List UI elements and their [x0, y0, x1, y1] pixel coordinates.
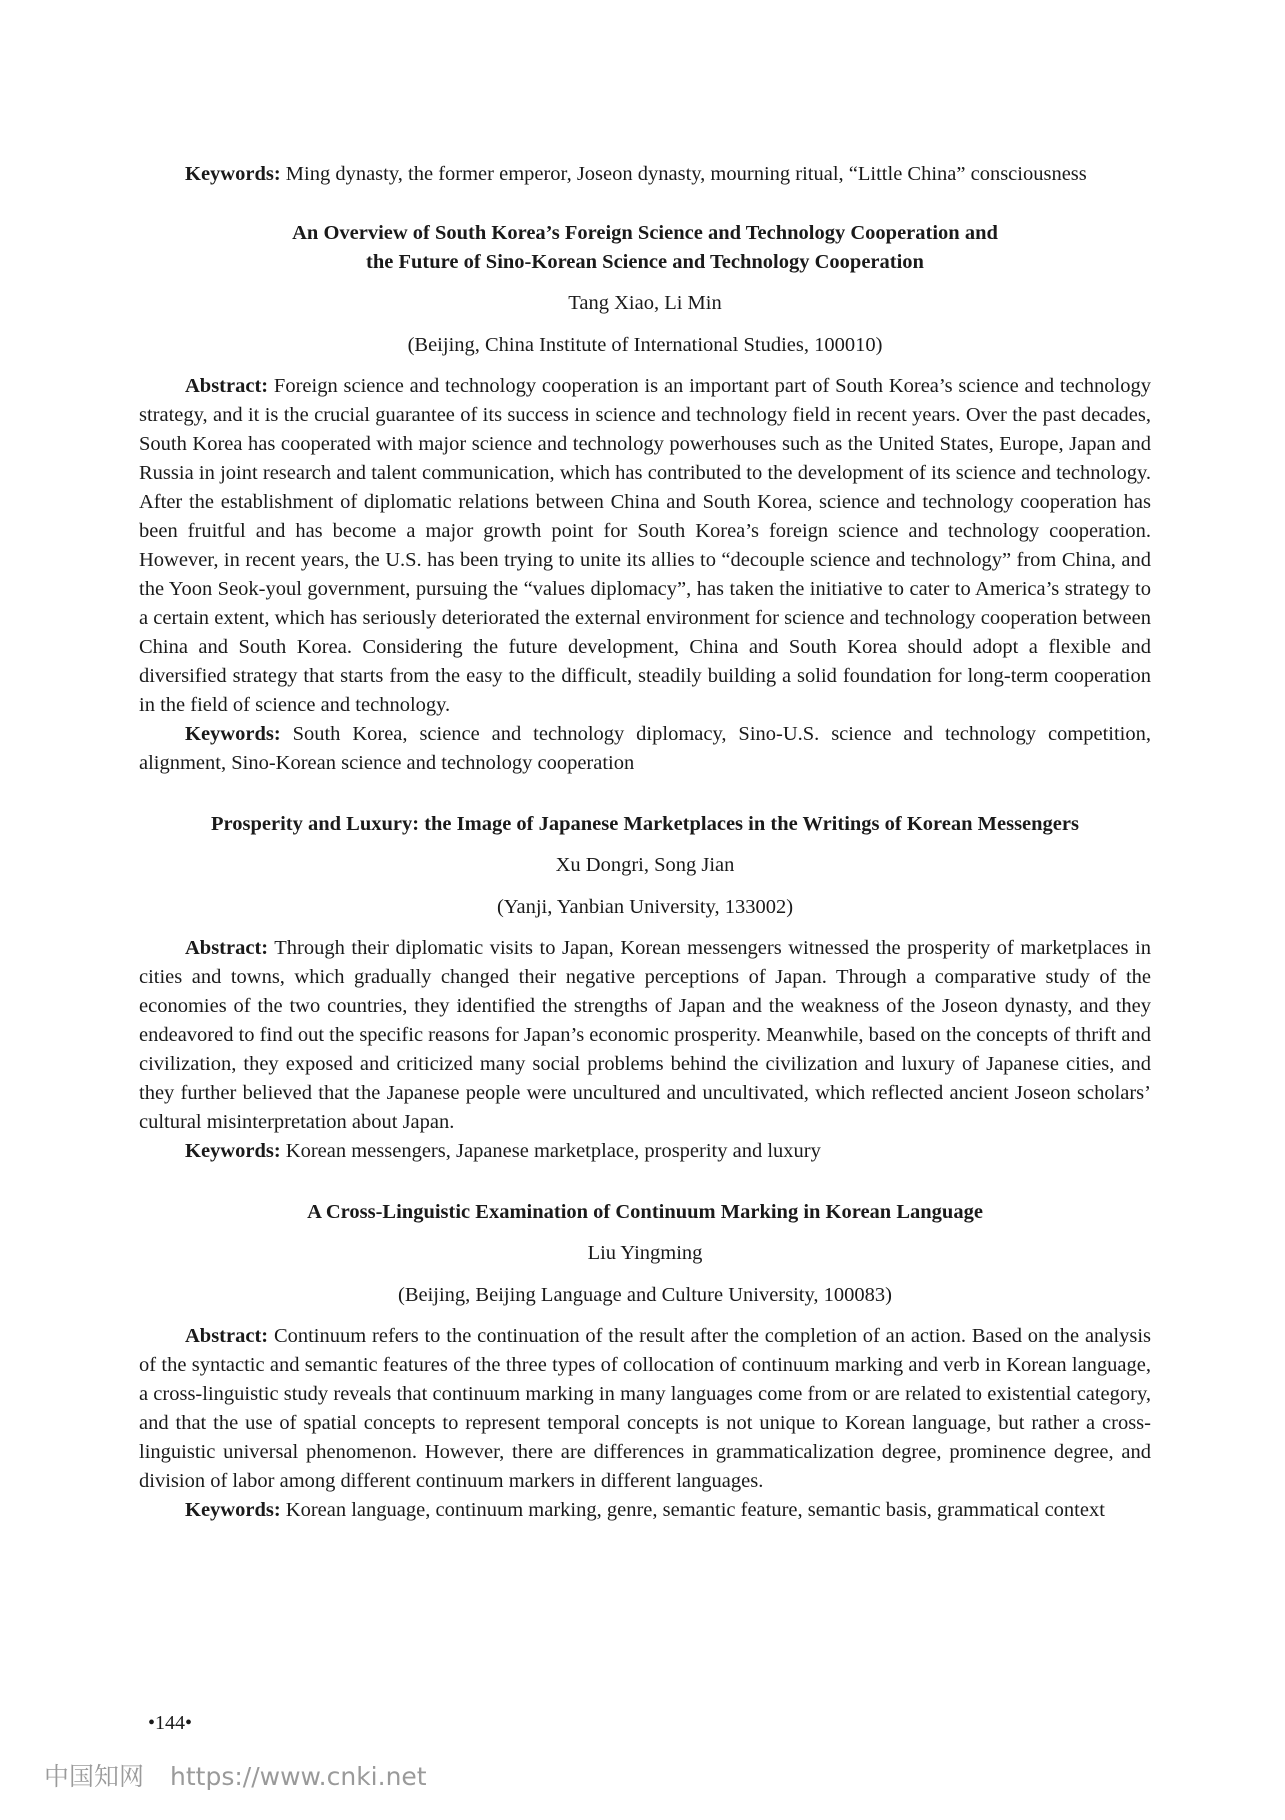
- keywords-label: Keywords:: [185, 1499, 281, 1521]
- keywords-text: Korean messengers, Japanese marketplace, prosperity and luxury: [280, 1140, 821, 1162]
- page-number: •144•: [148, 1712, 193, 1734]
- abstract-label: Abstract:: [185, 937, 269, 959]
- intro-keywords: [139, 160, 1151, 189]
- article-affiliation: (Yanji, Yanbian University, 133002): [496, 896, 794, 918]
- article-title-line-1: An Overview of South Korea’s Foreign Science and Technology Cooperation and: [292, 222, 998, 244]
- keywords-label: Keywords:: [185, 1140, 281, 1162]
- article-abstract: [139, 934, 1151, 1137]
- article-title: [139, 219, 1151, 277]
- page-body: [139, 160, 1151, 1525]
- keywords-label: Keywords:: [185, 723, 281, 745]
- article-keywords: [139, 1496, 1151, 1525]
- article-authors: Tang Xiao, Li Min: [568, 292, 722, 314]
- abstract-text: Continuum refers to the continuation of the result after the completion of an action. Based on the analysis of the syntactic and semantic features of the three types of collocation of continuum marking and verb in Korean language, a cross-linguistic study reveals that continuum marking in many languages come from or are related to existential category, and that the use of spatial concepts to represent temporal concepts is not unique to Korean language, but rather a cross-linguistic universal phenomenon. However, there are differences in grammaticalization degree, prominence degree, and division of labor among different continuum markers in different languages.: [139, 1325, 1151, 1492]
- article-2: [139, 810, 1151, 1166]
- article-3: [139, 1198, 1151, 1525]
- keywords-text: Ming dynasty, the former emperor, Joseon dynasty, mourning ritual, “Little China” consciousness: [280, 163, 1087, 185]
- article-title-line-2: the Future of Sino-Korean Science and Technology Cooperation: [366, 251, 924, 273]
- abstract-text: Through their diplomatic visits to Japan, Korean messengers witnessed the prosperity of marketplaces in cities and towns, which gradually changed their negative perceptions of Japan. Through a comparative study of the economies of the two countries, they identified the strengths of Japan and the weakness of the Joseon dynasty, and they endeavored to find out the specific reasons for Japan’s economic prosperity. Meanwhile, based on the concepts of thrift and civilization, they exposed and criticized many social problems behind the civilization and luxury of Japanese cities, and they further believed that the Japanese people were uncultured and uncultivated, which reflected ancient Joseon scholars’ cultural misinterpretation about Japan.: [139, 937, 1151, 1133]
- abstract-label: Abstract:: [185, 375, 269, 397]
- article-1: [139, 219, 1151, 778]
- article-abstract: [139, 372, 1151, 720]
- watermark-brand: 中国知网: [44, 1762, 145, 1791]
- article-authors: Xu Dongri, Song Jian: [555, 854, 735, 876]
- abstract-text: Foreign science and technology cooperation is an important part of South Korea’s science and technology strategy, and it is the crucial guarantee of its success in science and technology field in recent years. Over the past decades, South Korea has cooperated with major science and technology powerhouses such as the United States, Europe, Japan and Russia in joint research and talent communication, which has contributed to the development of its science and technology. After the establishment of diplomatic relations between China and South Korea, science and technology cooperation has been fruitful and has become a major growth point for South Korea’s foreign science and technology cooperation. However, in recent years, the U.S. has been trying to unite its allies to “decouple science and technology” from China, and the Yoon Seok-youl government, pursuing the “values diplomacy”, has taken the initiative to cater to America’s strategy to a certain extent, which has seriously deteriorated the external environment for science and technology cooperation between China and South Korea. Considering the future development, China and South Korea should adopt a flexible and diversified strategy that starts from the easy to the difficult, steadily building a solid foundation for long-term cooperation in the field of science and technology.: [139, 375, 1151, 716]
- article-affiliation: (Beijing, Beijing Language and Culture University, 100083): [398, 1284, 892, 1306]
- article-title: Prosperity and Luxury: the Image of Japanese Marketplaces in the Writings of Korean Messengers: [211, 813, 1079, 835]
- watermark-url: https://www.cnki.net: [170, 1762, 427, 1791]
- article-title: A Cross-Linguistic Examination of Continuum Marking in Korean Language: [307, 1201, 983, 1223]
- article-keywords: [139, 1137, 1151, 1166]
- keywords-text: Korean language, continuum marking, genre, semantic feature, semantic basis, grammatical context: [280, 1499, 1105, 1521]
- keywords-label: Keywords:: [185, 163, 281, 185]
- keywords-text: South Korea, science and technology diplomacy, Sino-U.S. science and technology competition, alignment, Sino-Korean science and technology cooperation: [139, 723, 1151, 774]
- article-authors: Liu Yingming: [587, 1242, 703, 1264]
- article-affiliation: (Beijing, China Institute of International Studies, 100010): [407, 334, 883, 356]
- article-keywords: [139, 720, 1151, 778]
- article-abstract: [139, 1322, 1151, 1496]
- cnki-watermark: [44, 1757, 427, 1793]
- abstract-label: Abstract:: [185, 1325, 269, 1347]
